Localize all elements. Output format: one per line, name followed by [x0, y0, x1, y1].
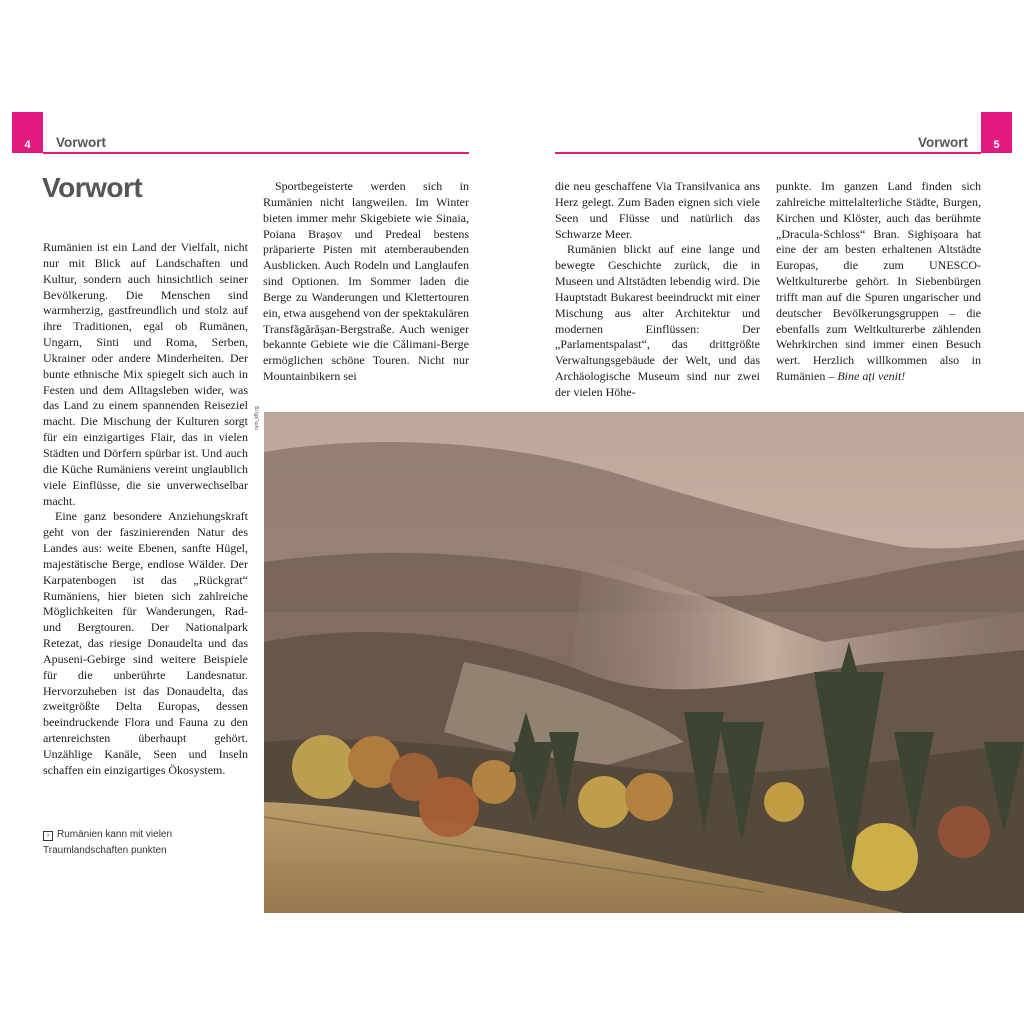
paragraph: Sportbegeisterte werden sich in Rumänien nicht langweilen. Im Winter bieten immer mehr Skigebiete wie Sinaia, Poiana Brașov und Predeal bestens präparierte Pisten mit atemberaubenden Ausblicken. Auch Rodeln und Langlaufen sind Optionen. Im Sommer laden die Berge zu Wanderungen und Klettertouren ein, etwa ausgehend von der spektakulären Transfăgărășan-Bergstraße. Auch weniger bekannte Gebiete wie die Călimani-Berge ermöglichen schöne Touren. Nicht nur Mountainbikern sei [263, 179, 469, 384]
right-running-title: Vorwort [918, 135, 968, 150]
photo-credit: rum_k8j rg [254, 406, 260, 430]
article-title: Vorwort [42, 172, 143, 203]
text-column-3 [555, 179, 760, 401]
paragraph: Rumänien blickt auf eine lange und bewegte Geschichte zurück, die in Museen und Altstädten lebendig wird. Die Hauptstadt Bukarest beeindruckt mit einer Mischung aus alter Architektur und modernen Einflüssen: Der „Parlamentspalast“, das drittgrößte Verwaltungsgebäude der Welt, und das Archäologische Museum sind nur zwei der vielen Höhe- [555, 242, 760, 399]
landscape-photo [264, 412, 1024, 913]
paragraph [776, 179, 981, 385]
photo-caption [43, 827, 248, 859]
paragraph: die neu geschaffene Via Transilvanica ans Herz gelegt. Zum Baden eignen sich viele Seen und Flüsse und natürlich das Schwarze Meer. [555, 179, 760, 241]
left-page-number: 4 [24, 139, 31, 151]
right-page-number: 5 [993, 139, 1000, 151]
paragraph: Rumänien ist ein Land der Vielfalt, nicht nur mit Blick auf Landschaften und Kultur, sondern auch hinsichtlich seiner Bevölkerung. Die Menschen sind warmherzig, gastfreundlich und stolz auf ihre Traditionen, egal ob Rumänen, Ungarn, Sinti und Roma, Serben, Ukrainer oder andere Minderheiten. Der bunte ethnische Mix spiegelt sich auch in Festen und dem Alltagsleben wider, was das Land zu einem spannenden Reiseziel macht. Die Mischung der Kulturen sorgt für ein einzigartiges Flair, das in vielen Städten und Dörfern spürbar ist. Und auch die Küche Rumäniens vereint unglaublich viele Einflüsse, die sie unverwechselbar macht. [43, 240, 248, 508]
text-column-4 [776, 179, 981, 385]
right-header-rule [555, 152, 981, 154]
closing-greeting: Bine ați venit! [837, 369, 906, 384]
text-column-1 [43, 240, 248, 779]
paragraph-text: punkte. Im ganzen Land finden sich zahlreiche mittelalterliche Städte, Burgen, Kirchen und Klöster, auch das berühmte „Dracula-Schloss“ Bran. Sighișoara hat eine der am besten erhaltenen Altstädte Europas, die zum UNESCO-Weltkulturerbe gehört. In Siebenbürgen trifft man auf die Spuren ungarischer und deutscher Bevölkerungsgruppen – die ebenfalls zum Weltkulturerbe zählenden Wehrkirchen sind immer einen Besuch wert. Herzlich willkommen also in Rumänien – [776, 179, 981, 384]
right-page-number-tab [981, 112, 1012, 153]
caption-arrow-icon: › [43, 831, 53, 841]
left-header-rule [43, 152, 469, 154]
paragraph: Eine ganz besondere Anziehungskraft geht von der faszinierenden Natur des Landes aus: weite Ebenen, sanfte Hügel, majestätische Berge, endlose Wälder. Der Karpatenbogen ist das „Rückgrat“ Rumäniens, hier bieten sich zahlreiche Möglichkeiten für Wanderungen, Rad- und Bergtouren. Der Nationalpark Retezat, das riesige Donaudelta und das Apuseni-Gebirge sind weitere Beispiele für die unberührte Landesnatur. Hervorzuheben ist das Donaudelta, das zweitgrößte Delta Europas, dessen beeindruckende Flora und Fauna zu den artenreichsten überhaupt gehört. Unzählige Kanäle, Seen und Inseln schaffen ein einzigartiges Ökosystem. [43, 509, 248, 777]
caption-text: Rumänien kann mit vielen Traumlandschaften punkten [43, 829, 173, 856]
left-running-title: Vorwort [56, 135, 106, 150]
left-page-number-tab [12, 112, 43, 153]
text-column-2 [263, 179, 469, 385]
